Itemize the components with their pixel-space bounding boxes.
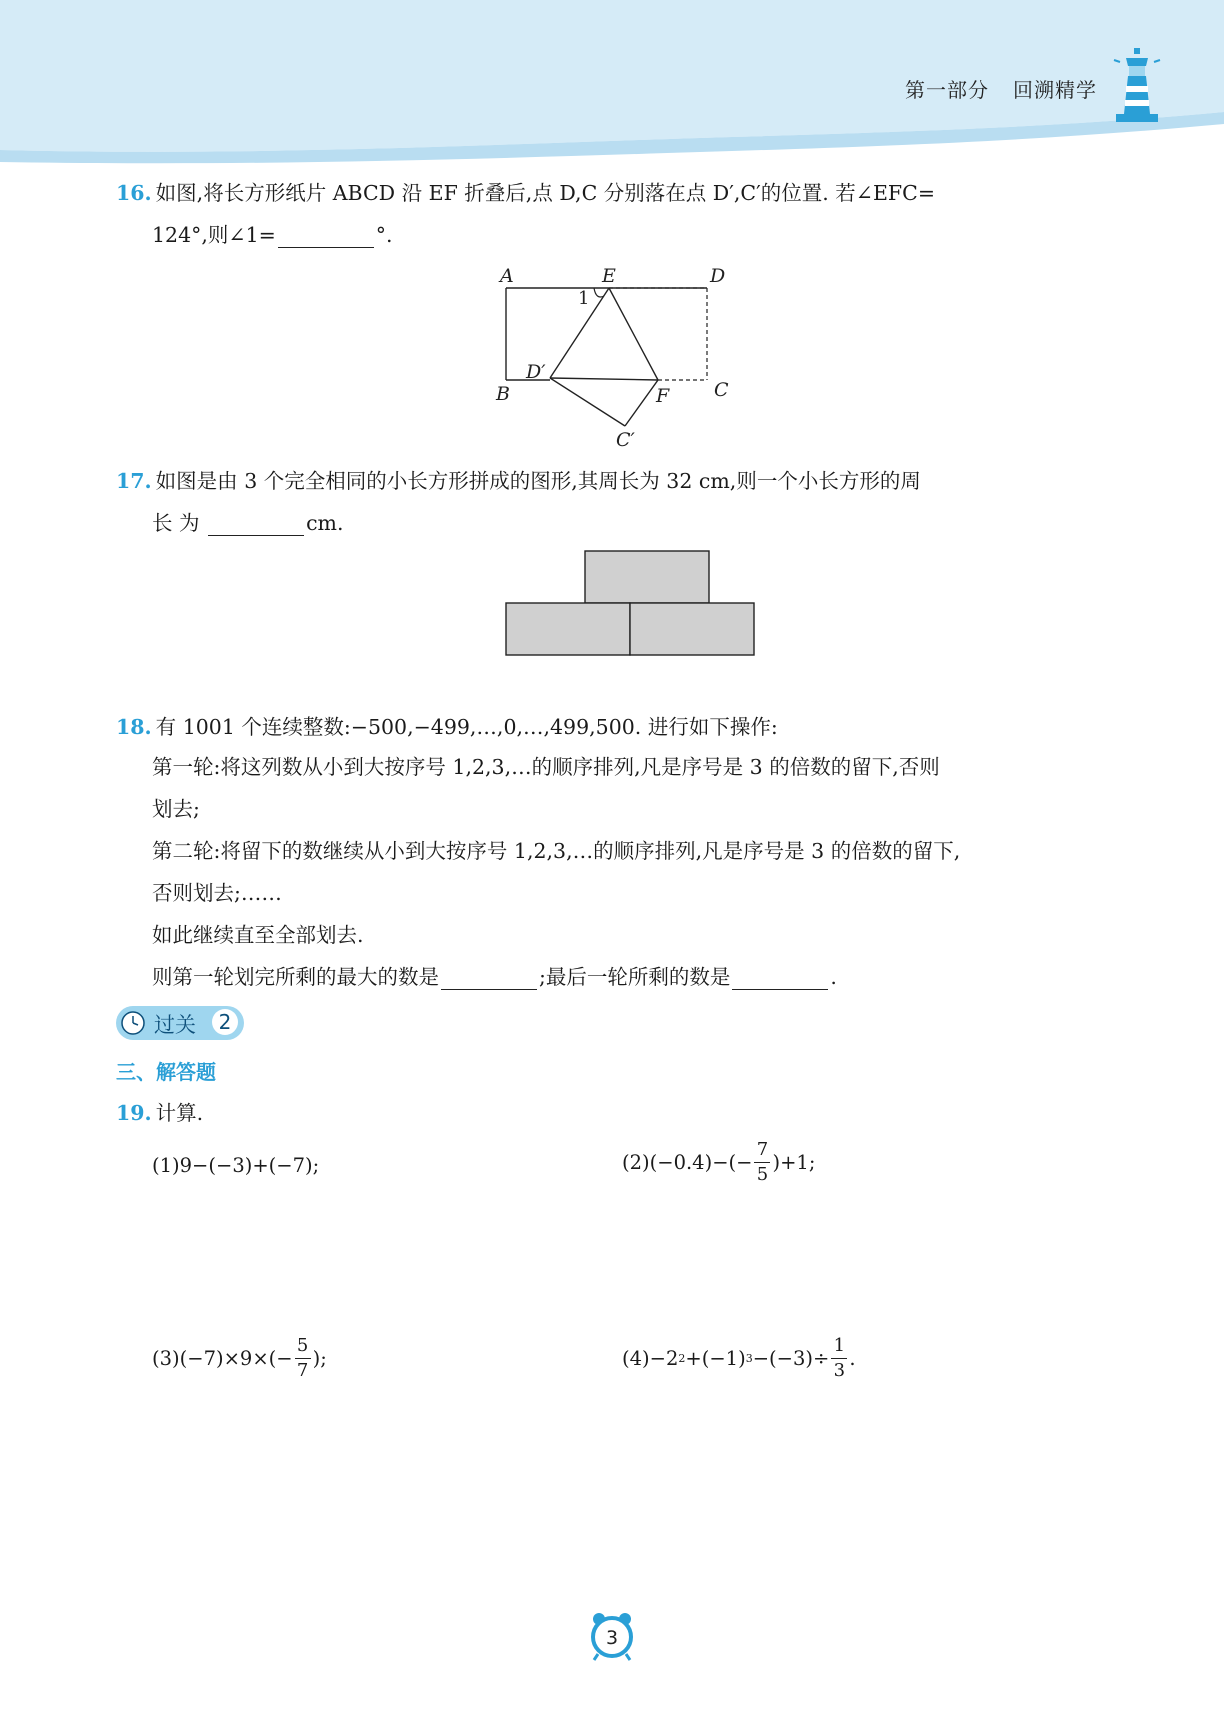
expression-text: (3)(−7)×9×(−: [152, 1347, 293, 1370]
question-text: .: [830, 965, 837, 989]
header-section-title: 回溯精学: [1013, 78, 1097, 102]
fold-rectangle-figure: [490, 262, 740, 458]
numerator: 1: [833, 1335, 846, 1356]
question-number: 17.: [116, 469, 152, 493]
label-E: E: [602, 265, 616, 287]
denominator: 5: [756, 1164, 769, 1185]
badge-label: 过关: [154, 1013, 196, 1037]
question-18-line5: 否则划去;……: [152, 881, 282, 905]
question-18-line7: [152, 956, 837, 998]
denominator: 3: [833, 1360, 846, 1381]
header-part: 第一部分: [905, 78, 989, 102]
question-text: 则第一轮划完所剩的最大的数是: [152, 965, 439, 989]
answer-blank[interactable]: [441, 963, 537, 990]
question-text: cm.: [306, 511, 344, 535]
exponent: 3: [745, 1352, 753, 1365]
fraction: [754, 1140, 770, 1185]
question-18-line4: 第二轮:将留下的数继续从小到大按序号 1,2,3,…的顺序排列,凡是序号是 3 的倍数的留下,: [152, 839, 961, 863]
question-text: 有 1001 个连续整数:−500,−499,…,0,…,499,500. 进行如下操作:: [155, 715, 778, 739]
lighthouse-icon: [1112, 48, 1162, 124]
question-16-line1: [116, 172, 935, 214]
expression-text: (4)−2: [622, 1347, 679, 1370]
expression-text: −(−3)÷: [752, 1347, 830, 1370]
question-17-line1: [116, 460, 921, 502]
question-text: 长 为: [152, 511, 200, 535]
question-19-title: [116, 1092, 203, 1134]
question-text: 计算.: [155, 1101, 204, 1125]
problem-1: [152, 1154, 319, 1177]
question-number: 18.: [116, 715, 152, 739]
three-rectangles-figure: [504, 550, 756, 658]
exponent: 2: [678, 1352, 686, 1365]
problem-4: [622, 1336, 856, 1381]
numerator: 5: [296, 1335, 309, 1356]
label-A: A: [500, 265, 514, 287]
answer-blank[interactable]: [732, 963, 828, 990]
label-D: D: [710, 265, 726, 287]
label-D-prime: D′: [526, 361, 546, 383]
question-text: 124°,则∠1=: [152, 223, 276, 247]
question-18-line3: 划去;: [152, 797, 200, 821]
badge-number: 2: [212, 1009, 238, 1035]
page-number-clock: [588, 1610, 636, 1662]
question-text: 如图是由 3 个完全相同的小长方形拼成的图形,其周长为 32 cm,则一个小长方形的周: [155, 469, 921, 493]
expression-text: );: [312, 1347, 327, 1370]
question-18-line1: [116, 706, 778, 748]
expression-text: +(−1): [685, 1347, 746, 1370]
question-text: 如图,将长方形纸片 ABCD 沿 EF 折叠后,点 D,C 分别落在点 D′,C′的位置. 若∠EFC=: [155, 181, 935, 205]
problem-3: [152, 1336, 327, 1381]
fraction: [295, 1336, 311, 1381]
label-angle-1: 1: [578, 288, 590, 309]
label-C-prime: C′: [616, 429, 635, 451]
question-18-line6: 如此继续直至全部划去.: [152, 923, 364, 947]
question-16-line2: [152, 214, 393, 256]
label-F: F: [656, 385, 670, 407]
section-title: 三、解答题: [116, 1060, 216, 1084]
expression-text: .: [849, 1347, 856, 1370]
question-18-line2: 第一轮:将这列数从小到大按序号 1,2,3,…的顺序排列,凡是序号是 3 的倍数的留下,否则: [152, 755, 940, 779]
denominator: 7: [296, 1360, 309, 1381]
expression-text: (1)9−(−3)+(−7);: [152, 1154, 320, 1177]
answer-blank[interactable]: [208, 509, 304, 536]
header-title: [905, 74, 1097, 103]
level-badge: [116, 1006, 244, 1040]
question-number: 16.: [116, 181, 152, 205]
question-17-line2: [152, 502, 344, 544]
question-text: ;最后一轮所剩的数是: [539, 965, 731, 989]
expression-text: (2)(−0.4)−(−: [622, 1151, 753, 1174]
numerator: 7: [756, 1139, 769, 1160]
expression-text: )+1;: [772, 1151, 816, 1174]
problem-2: [622, 1140, 815, 1185]
fraction: [831, 1336, 847, 1381]
question-text: °.: [375, 223, 393, 247]
label-C: C: [714, 379, 729, 401]
fraction-bar: [831, 1358, 847, 1359]
fraction-bar: [754, 1162, 770, 1163]
page-number: 3: [605, 1627, 619, 1649]
label-B: B: [496, 383, 510, 405]
question-number: 19.: [116, 1101, 152, 1125]
clock-icon: [120, 1010, 146, 1036]
answer-blank[interactable]: [278, 221, 374, 248]
fraction-bar: [295, 1358, 311, 1359]
